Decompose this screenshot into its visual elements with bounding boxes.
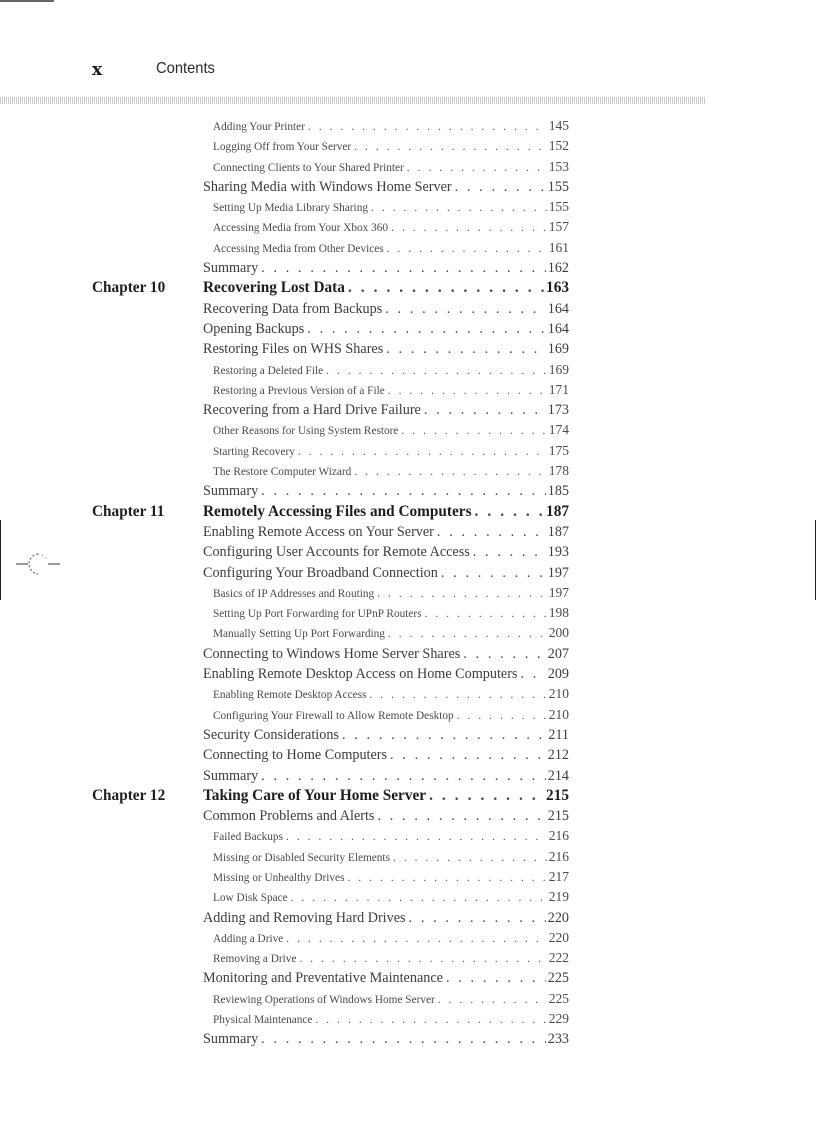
dot-leader <box>475 502 545 522</box>
toc-entry-page: 233 <box>547 1031 569 1048</box>
toc-line <box>203 786 569 806</box>
dot-leader <box>390 745 546 765</box>
toc-entry-title: Low Disk Space <box>213 888 291 907</box>
toc-entry-title: Configuring Your Firewall to Allow Remote Desktop <box>213 706 457 725</box>
toc-entry-page: 162 <box>547 260 569 277</box>
toc-entry-page: 163 <box>546 279 569 297</box>
toc-line <box>203 299 569 319</box>
dot-leader <box>315 1010 546 1029</box>
dot-leader <box>409 908 546 928</box>
toc-subsection-entry <box>0 948 816 968</box>
toc-entry-title: Adding Your Printer <box>213 117 308 136</box>
toc-entry-title: Summary <box>203 1029 261 1049</box>
toc-line <box>203 664 569 684</box>
dot-leader <box>437 522 546 542</box>
dot-leader <box>463 644 545 664</box>
toc-entry-title: Summary <box>203 481 261 501</box>
toc-entry-page: 212 <box>547 747 569 764</box>
toc-line <box>213 1009 569 1029</box>
dot-leader <box>407 158 547 177</box>
toc-subsection-entry <box>0 928 816 948</box>
toc-entry-title: Configuring User Accounts for Remote Access <box>203 542 473 562</box>
toc-line <box>213 420 569 440</box>
toc-line <box>213 583 569 603</box>
toc-line <box>213 197 569 217</box>
toc-entry-page: 214 <box>547 767 569 784</box>
toc-line <box>203 968 569 988</box>
dot-leader <box>377 806 545 826</box>
toc-line <box>213 684 569 704</box>
toc-subsection-entry <box>0 623 816 643</box>
toc-line <box>213 989 569 1009</box>
toc-line <box>203 502 569 522</box>
toc-line <box>203 522 569 542</box>
toc-entry-title: Physical Maintenance <box>213 1010 315 1029</box>
dot-leader <box>348 278 544 298</box>
dot-leader <box>393 848 547 867</box>
toc-line <box>203 745 569 765</box>
toc-entry-page: 210 <box>548 686 569 702</box>
toc-line <box>213 948 569 968</box>
dot-leader <box>473 542 546 562</box>
toc-entry-page: 187 <box>547 523 569 540</box>
toc-subsection-entry <box>0 705 816 725</box>
dot-leader <box>401 421 546 440</box>
dot-leader <box>354 462 546 481</box>
toc-entry-page: 153 <box>548 158 569 174</box>
toc-section-entry <box>0 258 816 278</box>
toc-line <box>203 177 569 197</box>
dot-leader <box>457 706 547 725</box>
toc-section-entry <box>0 522 816 542</box>
toc-subsection-entry <box>0 847 816 867</box>
toc-entry-page: 219 <box>548 889 569 905</box>
dot-leader <box>441 563 546 583</box>
toc-line <box>213 380 569 400</box>
toc-line <box>203 563 569 583</box>
toc-line <box>213 461 569 481</box>
toc-entry-title: Enabling Remote Access on Your Server <box>203 522 437 542</box>
dot-leader <box>286 827 547 846</box>
dot-leader <box>446 968 546 988</box>
toc-entry-page: 155 <box>547 178 569 195</box>
toc-section-entry <box>0 339 816 359</box>
dot-leader <box>342 725 546 745</box>
toc-entry-page: 198 <box>548 605 569 621</box>
toc-entry-page: 178 <box>548 463 569 479</box>
toc-line <box>213 136 569 156</box>
toc-entry-title: Connecting to Windows Home Server Shares <box>203 644 463 664</box>
toc-subsection-entry <box>0 380 816 400</box>
toc-subsection-entry <box>0 116 816 136</box>
toc-section-entry <box>0 299 816 319</box>
toc-entry-title: Summary <box>203 766 261 786</box>
toc-line <box>213 705 569 725</box>
chapter-label: Chapter 11 <box>92 502 165 520</box>
dot-leader <box>385 299 545 319</box>
toc-entry-page: 161 <box>548 239 569 255</box>
toc-entry-title: Adding a Drive <box>213 929 286 948</box>
toc-line <box>203 725 569 745</box>
toc-entry-title: Opening Backups <box>203 319 307 339</box>
toc-subsection-entry <box>0 826 816 846</box>
toc-entry-title: Reviewing Operations of Windows Home Server <box>213 990 438 1009</box>
toc-entry-page: 155 <box>548 199 569 215</box>
toc-entry-title: Enabling Remote Desktop Access on Home Computers <box>203 664 520 684</box>
toc-entry-page: 169 <box>548 361 569 377</box>
dot-leader <box>286 929 546 948</box>
toc-line <box>203 258 569 278</box>
toc-entry-title: Accessing Media from Other Devices <box>213 239 387 258</box>
toc-entry-page: 217 <box>548 868 569 884</box>
toc-entry-page: 197 <box>547 564 569 581</box>
toc-entry-title: Basics of IP Addresses and Routing <box>213 584 377 603</box>
toc-section-entry <box>0 745 816 765</box>
dot-leader <box>261 258 546 278</box>
page-number: x <box>92 60 103 80</box>
header-rule <box>0 97 706 104</box>
dot-leader <box>387 239 547 258</box>
toc-subsection-entry <box>0 360 816 380</box>
toc-entry-page: 225 <box>547 970 569 987</box>
toc-line <box>213 238 569 258</box>
toc-line <box>213 826 569 846</box>
dot-leader <box>520 664 545 684</box>
toc-entry-page: 193 <box>547 544 569 561</box>
toc-entry-title: Connecting Clients to Your Shared Printer <box>213 158 407 177</box>
toc-entry-title: Restoring Files on WHS Shares <box>203 339 386 359</box>
toc-line <box>203 806 569 826</box>
toc-section-entry <box>0 177 816 197</box>
toc-entry-title: Configuring Your Broadband Connection <box>203 563 441 583</box>
toc-entry-page: 220 <box>547 909 569 926</box>
toc-subsection-entry <box>0 217 816 237</box>
toc-entry-page: 152 <box>548 138 569 154</box>
toc-line <box>203 319 569 339</box>
dot-leader <box>261 766 546 786</box>
toc-entry-title: Security Considerations <box>203 725 342 745</box>
toc-subsection-entry <box>0 157 816 177</box>
toc-entry-page: 220 <box>548 929 569 945</box>
toc-line <box>213 887 569 907</box>
toc-entry-title: Recovering Data from Backups <box>203 299 385 319</box>
toc-entry-title: Setting Up Port Forwarding for UPnP Routers <box>213 604 425 623</box>
toc-entry-title: Logging Off from Your Server <box>213 137 354 156</box>
toc-subsection-entry <box>0 887 816 907</box>
toc-section-entry <box>0 908 816 928</box>
toc-entry-title: Starting Recovery <box>213 442 298 461</box>
dot-leader <box>298 442 547 461</box>
toc-subsection-entry <box>0 867 816 887</box>
toc-section-entry <box>0 400 816 420</box>
toc-entry-title: Missing or Disabled Security Elements <box>213 848 393 867</box>
toc-section-entry <box>0 1029 816 1049</box>
toc-entry-title: Summary <box>203 258 261 278</box>
toc-line <box>203 908 569 928</box>
toc-section-entry <box>0 563 816 583</box>
toc-section-entry <box>0 319 816 339</box>
crop-mark-top <box>0 0 54 2</box>
toc-line <box>203 278 569 298</box>
dot-leader <box>438 990 547 1009</box>
dot-leader <box>425 604 547 623</box>
toc-line <box>203 481 569 501</box>
toc-section-entry <box>0 806 816 826</box>
toc-line <box>203 644 569 664</box>
dot-leader <box>388 624 547 643</box>
dot-leader <box>261 481 546 501</box>
toc-subsection-entry <box>0 989 816 1009</box>
dot-leader <box>377 584 547 603</box>
toc-entry-page: 185 <box>547 483 569 500</box>
toc-section-entry <box>0 725 816 745</box>
toc-entry-page: 216 <box>548 828 569 844</box>
toc-entry-page: 197 <box>548 584 569 600</box>
toc-line <box>203 1029 569 1049</box>
toc-entry-title: Common Problems and Alerts <box>203 806 377 826</box>
toc-subsection-entry <box>0 441 816 461</box>
toc-section-entry <box>0 644 816 664</box>
toc-section-entry <box>0 766 816 786</box>
toc-line <box>213 847 569 867</box>
dot-leader <box>455 177 546 197</box>
page-title: Contents <box>156 60 215 77</box>
toc-entry-page: 145 <box>548 118 569 133</box>
dot-leader <box>388 381 547 400</box>
toc-entry-page: 157 <box>548 219 569 235</box>
toc-subsection-entry <box>0 583 816 603</box>
dot-leader <box>369 685 546 704</box>
dot-leader <box>307 319 545 339</box>
toc-entry-page: 175 <box>548 442 569 458</box>
toc-entry-title: Restoring a Previous Version of a File <box>213 381 388 400</box>
toc-entry-page: 215 <box>547 808 569 825</box>
toc-line <box>203 766 569 786</box>
toc-entry-title: Setting Up Media Library Sharing <box>213 198 371 217</box>
toc-entry-page: 210 <box>548 706 569 722</box>
dot-leader <box>424 400 546 420</box>
toc-subsection-entry <box>0 136 816 156</box>
toc-subsection-entry <box>0 420 816 440</box>
toc-entry-title: Taking Care of Your Home Server <box>203 786 429 806</box>
toc-section-entry <box>0 664 816 684</box>
toc-subsection-entry <box>0 238 816 258</box>
dot-leader <box>299 949 546 968</box>
toc-line <box>203 339 569 359</box>
dot-leader <box>291 888 547 907</box>
toc-entry-page: 164 <box>547 320 569 337</box>
dot-leader <box>391 218 547 237</box>
toc-entry-title: The Restore Computer Wizard <box>213 462 354 481</box>
toc-entry-page: 216 <box>548 848 569 864</box>
dot-leader <box>429 786 544 806</box>
toc-line <box>213 928 569 948</box>
toc-entry-title: Missing or Unhealthy Drives <box>213 868 347 887</box>
toc-subsection-entry <box>0 603 816 623</box>
toc-section-entry <box>0 542 816 562</box>
toc-entry-title: Remotely Accessing Files and Computers <box>203 502 475 522</box>
toc-chapter-entry <box>0 502 816 522</box>
chapter-label: Chapter 12 <box>92 786 166 804</box>
toc-entry-page: 187 <box>546 502 569 520</box>
toc-entry-page: 215 <box>546 786 569 804</box>
toc-entry-title: Enabling Remote Desktop Access <box>213 685 369 704</box>
dot-leader <box>354 137 547 156</box>
toc-entry-page: 169 <box>547 341 569 358</box>
toc-entry-title: Manually Setting Up Port Forwarding <box>213 624 388 643</box>
toc-chapter-entry <box>0 278 816 298</box>
toc-entry-title: Connecting to Home Computers <box>203 745 390 765</box>
toc-line <box>213 116 569 136</box>
toc-line <box>203 400 569 420</box>
dot-leader <box>308 117 547 136</box>
dot-leader <box>371 198 547 217</box>
dot-leader <box>347 868 546 887</box>
toc-line <box>203 542 569 562</box>
toc-line <box>213 441 569 461</box>
toc-line <box>213 157 569 177</box>
toc-line <box>213 867 569 887</box>
toc-entry-title: Recovering from a Hard Drive Failure <box>203 400 424 420</box>
toc-entry-title: Other Reasons for Using System Restore <box>213 421 401 440</box>
toc-entry-title: Sharing Media with Windows Home Server <box>203 177 455 197</box>
toc-entry-title: Removing a Drive <box>213 949 299 968</box>
toc-entry-page: 209 <box>547 666 569 683</box>
dot-leader <box>261 1029 546 1049</box>
toc-entry-page: 229 <box>548 1011 569 1027</box>
toc-line <box>213 623 569 643</box>
toc-line <box>213 217 569 237</box>
table-of-contents <box>0 116 816 1050</box>
toc-subsection-entry <box>0 461 816 481</box>
toc-entry-title: Restoring a Deleted File <box>213 361 326 380</box>
toc-entry-page: 200 <box>548 625 569 641</box>
toc-entry-page: 225 <box>548 990 569 1006</box>
toc-entry-title: Failed Backups <box>213 827 286 846</box>
toc-entry-page: 174 <box>548 422 569 438</box>
toc-subsection-entry <box>0 684 816 704</box>
dot-leader <box>386 339 545 359</box>
chapter-label: Chapter 10 <box>92 279 166 297</box>
toc-entry-title: Accessing Media from Your Xbox 360 <box>213 218 391 237</box>
toc-entry-page: 207 <box>547 645 569 662</box>
toc-entry-page: 164 <box>547 300 569 317</box>
toc-entry-title: Monitoring and Preventative Maintenance <box>203 968 446 988</box>
toc-subsection-entry <box>0 1009 816 1029</box>
toc-entry-title: Adding and Removing Hard Drives <box>203 908 409 928</box>
toc-section-entry <box>0 968 816 988</box>
toc-entry-page: 222 <box>548 950 569 966</box>
toc-chapter-entry <box>0 786 816 806</box>
toc-line <box>213 603 569 623</box>
toc-entry-page: 171 <box>548 381 569 397</box>
toc-section-entry <box>0 481 816 501</box>
toc-subsection-entry <box>0 197 816 217</box>
dot-leader <box>326 361 547 380</box>
toc-entry-page: 173 <box>547 402 569 419</box>
toc-line <box>213 360 569 380</box>
toc-entry-title: Recovering Lost Data <box>203 278 348 298</box>
toc-entry-page: 211 <box>548 726 569 743</box>
